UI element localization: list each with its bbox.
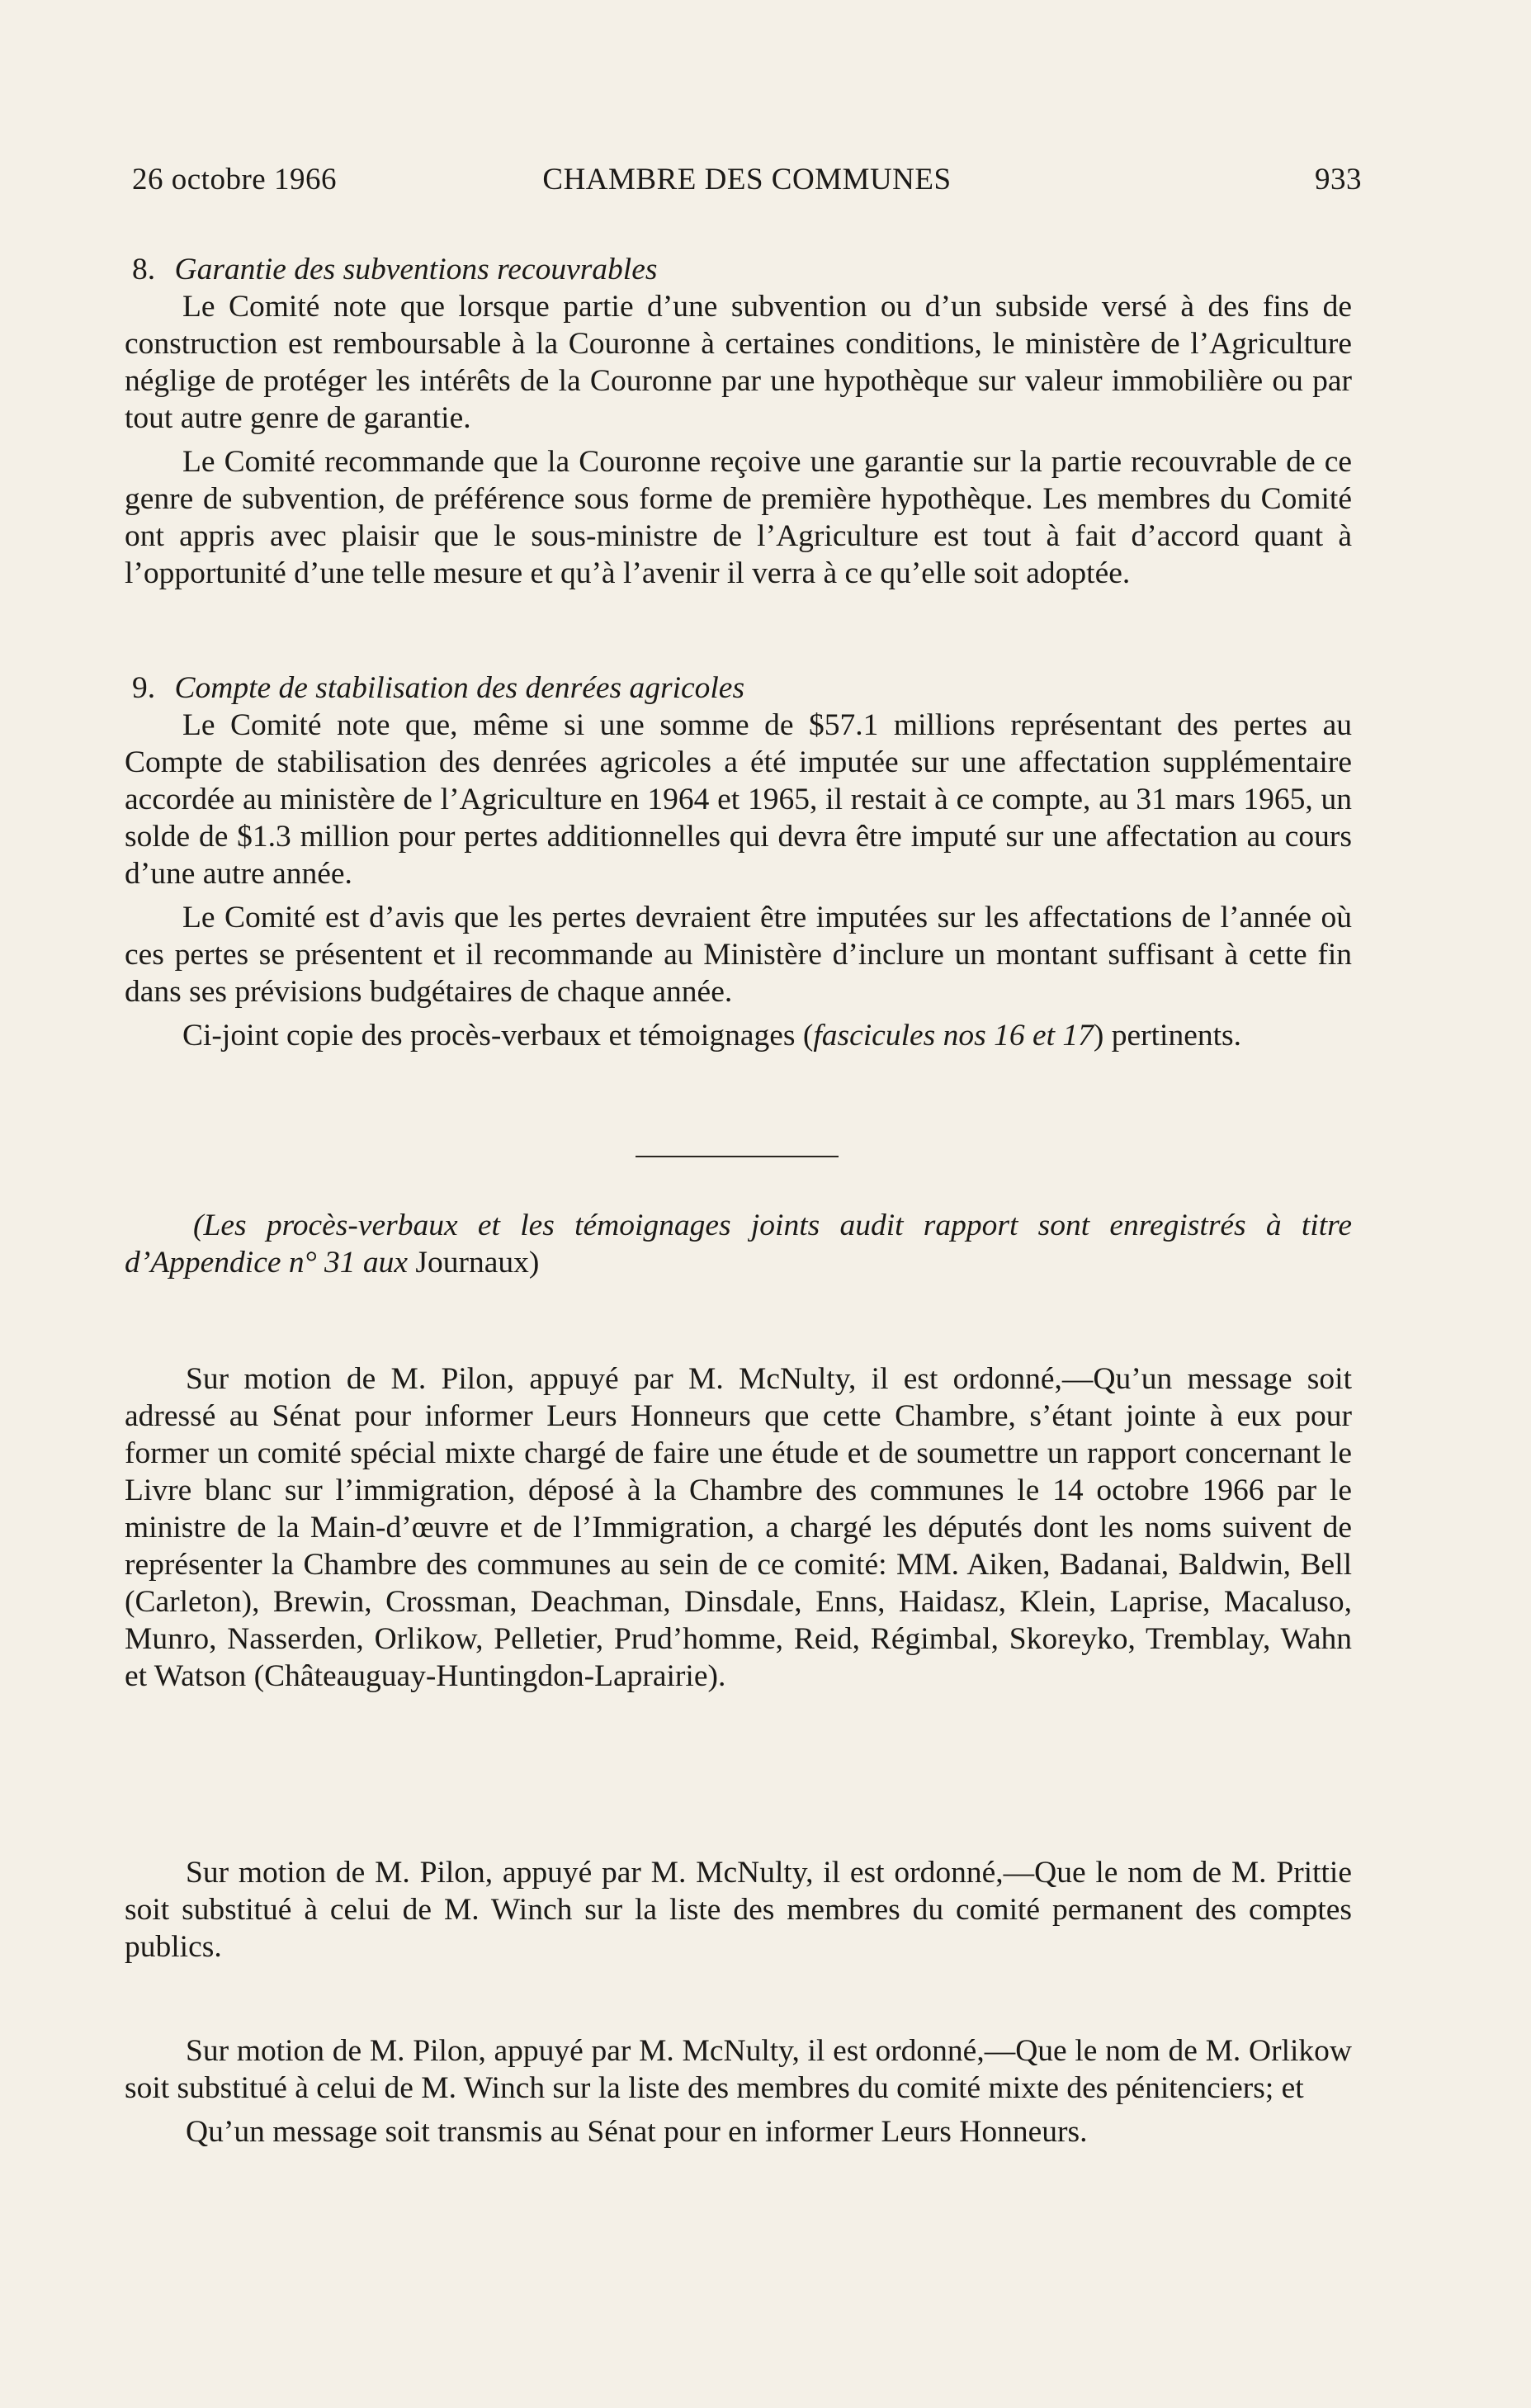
section-8-number: 8. bbox=[132, 253, 156, 286]
section-9-paragraph: Le Comité est d’avis que les pertes devraient être imputées sur les affectations de l’année où ces pertes se présentent et il recommande au Ministère d’inclure un montant suffisant à cette fin dans ses prévisions budgétaires de chaque année. bbox=[125, 901, 1352, 1009]
section-9-title: Compte de stabilisation des denrées agricoles bbox=[174, 671, 745, 705]
motion-penitentiaries bbox=[125, 2032, 1352, 2150]
closing-text-end: ) pertinents. bbox=[1093, 1019, 1242, 1053]
header-title: CHAMBRE DES COMMUNES bbox=[542, 163, 952, 196]
motion-paragraph: Qu’un message soit transmis au Sénat pour en informer Leurs Honneurs. bbox=[186, 2115, 1088, 2149]
section-9-heading bbox=[132, 669, 1354, 707]
section-8-title: Garantie des subventions recouvrables bbox=[174, 253, 658, 286]
section-9-body bbox=[125, 707, 1352, 1054]
header-date: 26 octobre 1966 bbox=[132, 163, 337, 196]
section-8-paragraph: Le Comité note que lorsque partie d’une subvention ou d’un subside versé à des fins de construction est remboursable à la Couronne à certaines conditions, le ministère de l’Agriculture néglige de protéger les intérêts de la Couronne par une hypothèque sur valeur immobilière ou par tout autre genre de garantie. bbox=[125, 290, 1352, 435]
closing-fascicules: fascicules nos 16 et 17 bbox=[813, 1019, 1094, 1053]
section-8-heading bbox=[132, 251, 1354, 288]
section-9-number: 9. bbox=[132, 671, 156, 705]
section-8-paragraph: Le Comité recommande que la Couronne reçoive une garantie sur la partie recouvrable de ce genre de subvention, de préférence sous forme de première hypothèque. Les membres du Comité ont appris avec plaisir que le sous-ministre de l’Agriculture est tout à fait d’accord quant à l’opportunité d’une telle mesure et qu’à l’avenir il verra à ce qu’elle soit adoptée. bbox=[125, 445, 1352, 590]
section-8-body bbox=[125, 288, 1352, 592]
motion-public-accounts bbox=[125, 1854, 1352, 1966]
closing-text: Ci-joint copie des procès-verbaux et témoignages ( bbox=[182, 1019, 814, 1053]
motion-paragraph: Sur motion de M. Pilon, appuyé par M. McNulty, il est ordonné,—Que le nom de M. Prittie soit substitué à celui de M. Winch sur la liste des membres du comité permanent des comptes publics. bbox=[125, 1856, 1352, 1964]
motion-paragraph: Sur motion de M. Pilon, appuyé par M. McNulty, il est ordonné,—Que le nom de M. Orlikow soit substitué à celui de M. Winch sur la liste des membres du comité mixte des pénitenciers; et bbox=[125, 2034, 1352, 2105]
section-divider bbox=[636, 1156, 839, 1157]
section-9-paragraph: Le Comité note que, même si une somme de $57.1 millions représentant des pertes au Compte de stabilisation des denrées agricoles a été imputée sur une affectation supplémentaire accordée au ministère de l’Agriculture en 1964 et 1965, il restait à ce compte, au 31 mars 1965, un solde de $1.3 million pour pertes additionnelles qui devra être imputé sur une affectation au cours d’une autre année. bbox=[125, 708, 1352, 891]
section-9-closing bbox=[125, 1017, 1352, 1054]
page-header bbox=[132, 162, 1362, 203]
motion-immigration-committee bbox=[125, 1360, 1352, 1695]
page-number: 933 bbox=[1315, 163, 1362, 196]
appendix-note-italic: (Les procès-verbaux et les témoignages joints audit rapport sont enregistrés à titre d’Appendice n° 31 aux bbox=[125, 1209, 1352, 1280]
motion-paragraph: Sur motion de M. Pilon, appuyé par M. McNulty, il est ordonné,—Qu’un message soit adressé au Sénat pour informer Leurs Honneurs que cette Chambre, s’étant jointe à eux pour former un comité spécial mixte chargé de faire une étude et de soumettre un rapport concernant le Livre blanc sur l’immigration, déposé à la Chambre des communes le 14 octobre 1966 par le ministre de la Main-d’œuvre et de l’Immigration, a chargé les députés dont les noms suivent de représenter la Chambre des communes au sein de ce comité: MM. Aiken, Badanai, Baldwin, Bell (Carleton), Brewin, Crossman, Deachman, Dinsdale, Enns, Haidasz, Klein, Laprise, Macaluso, Munro, Nasserden, Orlikow, Pelletier, Prud’homme, Reid, Régimbal, Skoreyko, Tremblay, Wahn et Watson (Châteauguay-Huntingdon-Laprairie). bbox=[125, 1362, 1352, 1693]
appendix-note-journaux: Journaux) bbox=[408, 1246, 540, 1280]
appendix-note bbox=[125, 1207, 1352, 1281]
